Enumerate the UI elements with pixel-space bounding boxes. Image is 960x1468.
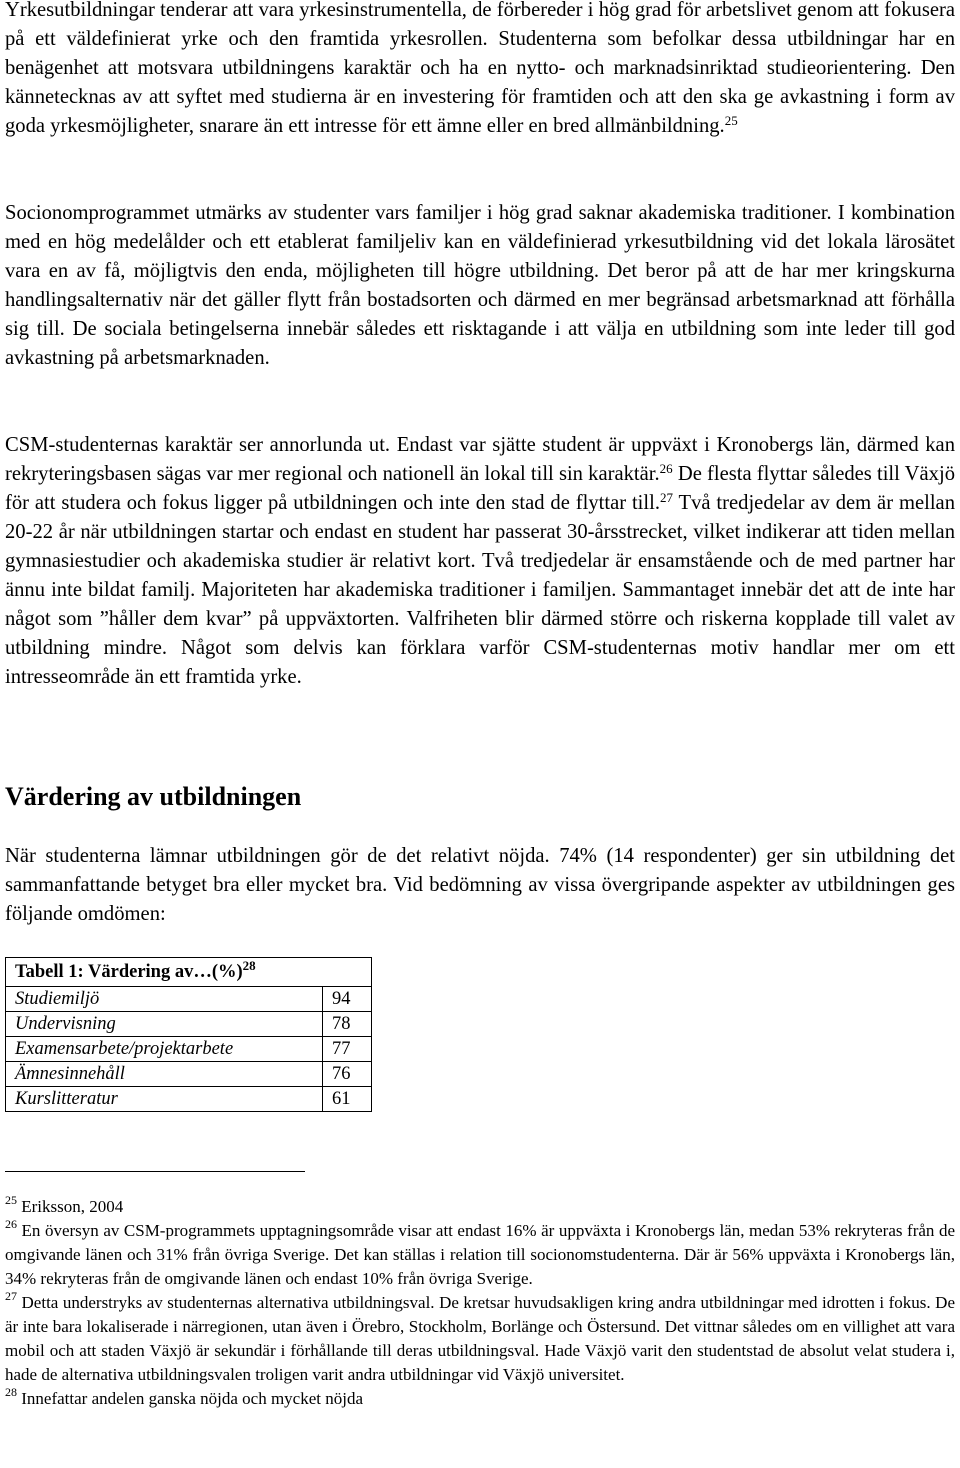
table-title: Tabell 1: Värdering av…(%)$^{28}$ bbox=[6, 958, 372, 987]
footnote-ref-28[interactable]: 28 bbox=[242, 958, 256, 973]
paragraph-text: När studenterna lämnar utbildningen gör de det relativt nöjda. 74% (14 respondenter) ger sin utbildning det sammanfattande betyget bra eller mycket bra. Vid bedömning av vissa övergripande aspekter av utbildningen ges följande omdömen: bbox=[5, 845, 955, 925]
footnote-28 bbox=[5, 1387, 955, 1411]
row-value: 78 bbox=[323, 1012, 372, 1037]
footnote-number: 27 bbox=[5, 1289, 17, 1303]
footnote-separator bbox=[5, 1171, 305, 1172]
footnote-text: En översyn av CSM-programmets upptagningsområde visar att endast 16% är uppväxta i Kronobergs län, medan 53% rekryteras från de omgivande länen och 31% från övriga Sverige. Det kan ställas i relation till socionomstudenterna. Där är 56% uppväxta i Kronobergs län, 34% rekryteras från de omgivande länen och endast 10% från övriga Sverige. bbox=[5, 1221, 955, 1288]
footnote-text: Innefattar andelen ganska nöjda och mycket nöjda bbox=[17, 1389, 364, 1408]
footnote-text: Detta understryks av studenternas alternativa utbildningsval. De kretsar huvudsakligen kring andra utbildningar med idrotten i fokus. De är inte bara lokaliserade i närregionen, utan även i Örebro, Stockholm, Borlänge och Östersund. Det vittnar således om en villighet att vara mobil och att staden Växjö är sekundär i förhållande till deras utbildningsval. Hade Växjö varit den studentstad de absolut velat studera i, hade de alternativa utbildningsvalen troligen varit andra utbildningar vid Växjö universitet. bbox=[5, 1293, 955, 1384]
row-value: 61 bbox=[323, 1087, 372, 1112]
footnote-number: 28 bbox=[5, 1385, 17, 1399]
paragraph-csm-studenter bbox=[5, 431, 955, 692]
paragraph-text: De flesta flyttar således till Växjö för att studera och fokus ligger på utbildningen och inte den stad de flyttar till. bbox=[5, 463, 956, 514]
footnote-26 bbox=[5, 1219, 955, 1291]
row-label: Studiemiljö bbox=[6, 987, 323, 1012]
table-row bbox=[6, 1087, 372, 1112]
row-label: Undervisning bbox=[6, 1012, 323, 1037]
row-label: Ämnesinnehåll bbox=[6, 1062, 323, 1087]
paragraph-vardering bbox=[5, 842, 955, 929]
footnote-27 bbox=[5, 1291, 955, 1387]
footnote-ref-26[interactable]: 26 bbox=[659, 461, 673, 476]
paragraph-text: Yrkesutbildningar tenderar att vara yrkesinstrumentella, de förbereder i hög grad för arbetslivet genom att fokusera på ett väldefinierat yrke och den framtida yrkesrollen. Studenterna som befolkar dessa utbildningar har en benägenhet att motsvara utbildningens karaktär och ha en nytto- och marknadsinriktad studieorientering. Den kännetecknas av att syftet med studierna är en investering för framtiden och att den ska ge avkastning i form av goda yrkesmöjligheter, snarare än ett intresse för ett ämne eller en bred allmänbildning. bbox=[5, 0, 955, 137]
footnote-number: 25 bbox=[5, 1193, 17, 1207]
row-value: 94 bbox=[323, 987, 372, 1012]
table-row bbox=[6, 987, 372, 1012]
evaluation-table bbox=[5, 957, 372, 1112]
footnote-ref-27[interactable]: 27 bbox=[660, 490, 673, 505]
section-heading: Värdering av utbildningen bbox=[5, 782, 302, 811]
table-row bbox=[6, 1062, 372, 1087]
table-row bbox=[6, 1012, 372, 1037]
table-row bbox=[6, 1037, 372, 1062]
paragraph-socionomprogrammet bbox=[5, 199, 955, 373]
paragraph-text: Två tredjedelar av dem är mellan 20-22 år när utbildningen startar och endast en student har passerat 30-årsstrecket, vilket indikerar att tiden mellan gymnasiestudier och akademiska studier är relativt kort. Två tredjedelar är ensamstående och de med partner har ännu inte bildat familj. Majoriteten har akademiska traditioner i familjen. Sammantaget innebär det att de inte har något som ”håller dem kvar” på uppväxtorten. Valfriheten blir därmed större och riskerna kopplade till valet av utbildning mindre. Något som delvis kan förklara varför CSM-studenternas motiv handlar mer om ett intresseområde än ett framtida yrke. bbox=[5, 492, 955, 688]
paragraph-text: Socionomprogrammet utmärks av studenter vars familjer i hög grad saknar akademiska traditioner. I kombination med en hög medelålder och ett etablerat familjeliv kan en väldefinierad yrkesutbildning vid det lokala lärosätet vara en av få, möjligtvis den enda, möjligheten till högre utbildning. Det beror på att de har mer kringskurna handlingsalternativ när det gäller flytt från bostadsorten och därmed en mer begränsad arbetsmarknad att förhålla sig till. De sociala betingelserna innebär således ett risktagande i att välja en utbildning som inte leder till god avkastning på arbetsmarknaden. bbox=[5, 202, 955, 369]
row-value: 76 bbox=[323, 1062, 372, 1087]
footnote-text: Eriksson, 2004 bbox=[17, 1197, 124, 1216]
footnotes bbox=[5, 1195, 955, 1411]
paragraph-yrkesutbildningar bbox=[5, 0, 955, 141]
row-label: Examensarbete/projektarbete bbox=[6, 1037, 323, 1062]
table-header-row bbox=[6, 958, 372, 987]
paragraph-text: CSM-studenternas karaktär ser annorlunda ut. Endast var sjätte student är uppväxt i Kronobergs län, därmed kan rekryteringsbasen sägas var mer regional och nationell än lokal till sin karaktär. bbox=[5, 434, 955, 485]
footnote-number: 26 bbox=[5, 1217, 17, 1231]
row-label: Kurslitteratur bbox=[6, 1087, 323, 1112]
footnote-ref-25[interactable]: 25 bbox=[724, 113, 738, 128]
row-value: 77 bbox=[323, 1037, 372, 1062]
footnote-25 bbox=[5, 1195, 955, 1219]
